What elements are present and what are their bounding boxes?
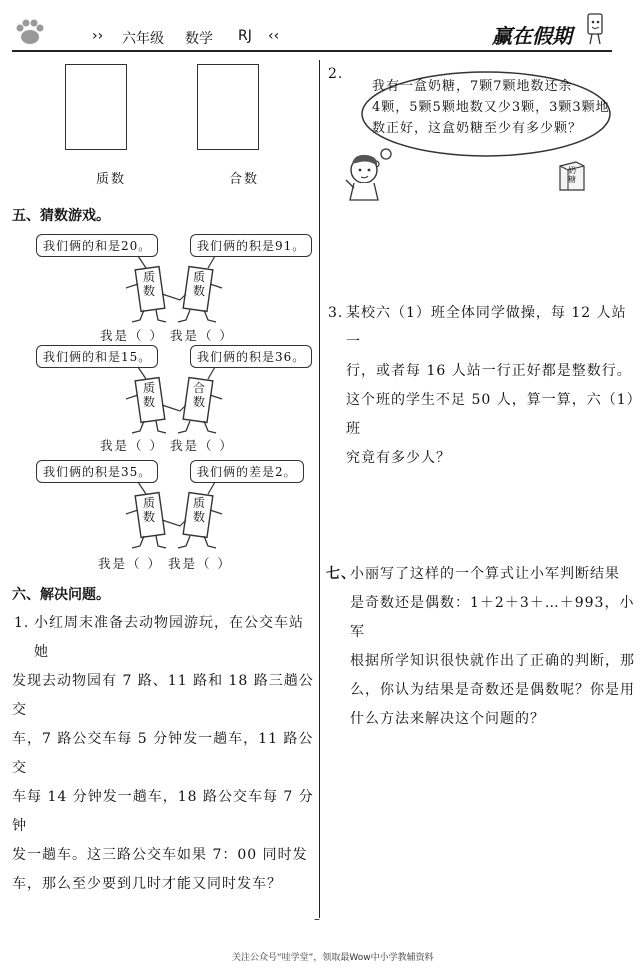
- header-edition: RJ: [238, 28, 252, 44]
- composite-box: [197, 64, 259, 150]
- game3-right-card: 质数: [192, 496, 205, 524]
- prime-box: [65, 64, 127, 150]
- header-subject: 数学: [185, 31, 213, 47]
- game1-left-card: 质数: [142, 270, 155, 298]
- q2-line: 4颗，5颗5颗地数又少3颗，3颗3颗地: [372, 100, 610, 115]
- game1-left-bubble: 我们俩的和是20。: [36, 234, 158, 257]
- game2-right-bubble: 我们俩的积是36。: [190, 345, 312, 368]
- q7-number: 七、: [326, 566, 356, 582]
- column-divider: [319, 60, 320, 918]
- q3-line: 某校六（1）班全体同学做操，每 12 人站一: [346, 305, 627, 350]
- prime-label: 质数: [96, 172, 127, 187]
- q1-text: [12, 609, 314, 899]
- game2-left-card: 质数: [142, 381, 155, 409]
- q1-line: 车，7 路公交车每 5 分钟发一趟车，11 路公交: [12, 731, 314, 776]
- q1-number: 1.: [14, 615, 30, 631]
- game1-right-card: 质数: [192, 270, 205, 298]
- q1-line: 发现去动物园有 7 路、11 路和 18 路三趟公交: [12, 673, 314, 718]
- game3-left-card: 质数: [142, 496, 155, 524]
- game2-answer[interactable]: 我是（ ） 我是（ ）: [100, 438, 234, 453]
- q3-text: [346, 299, 636, 473]
- q2-number: 2.: [328, 66, 344, 82]
- game2-cards-illustration: [120, 365, 240, 437]
- q1-line: 车，那么至少要到几时才能又同时发车？: [12, 876, 282, 892]
- candy-box-label: 奶糖: [568, 166, 576, 184]
- q1-line: 发一趟车。这三路公交车如果 7：00 同时发: [12, 847, 308, 863]
- game3-cards-illustration: [120, 480, 240, 552]
- q7-line: 是奇数还是偶数：1＋2＋3＋…＋993，小军: [350, 595, 635, 640]
- q7-text: [350, 560, 635, 734]
- game3-right-bubble: 我们俩的差是2。: [190, 460, 304, 483]
- q7-line: 什么方法来解决这个问题的？: [350, 711, 545, 727]
- brand-title: 赢在假期: [492, 24, 572, 48]
- brand-mascot-icon: [582, 10, 608, 48]
- q2-text: [372, 76, 610, 139]
- q1-line: 小红周末准备去动物园游玩，在公交车站她: [34, 615, 304, 660]
- q3-line: 这个班的学生不足 50 人，算一算，六（1）班: [346, 392, 635, 437]
- header-arrows-left: ››: [92, 28, 104, 44]
- q3-line: 行，或者每 16 人站一行正好都是整数行。: [346, 363, 632, 379]
- game3-answer[interactable]: 我是（ ） 我是（ ）: [98, 556, 232, 571]
- q7-line: 小丽写了这样的一个算式让小军判断结果: [350, 566, 620, 582]
- q2-line: 数正好，这盒奶糖至少有多少颗？: [372, 121, 583, 136]
- game2-left-bubble: 我们俩的和是15。: [36, 345, 158, 368]
- game1-answer[interactable]: 我是（ ） 我是（ ）: [100, 328, 234, 343]
- page-mark: –: [314, 912, 320, 926]
- section6-title: 六、解决问题。: [12, 587, 110, 603]
- paw-logo-icon: [14, 18, 46, 46]
- q3-number: 3.: [328, 305, 344, 321]
- composite-label: 合数: [229, 172, 260, 187]
- header-rule: [12, 50, 612, 52]
- boy-thinking-icon: [340, 150, 390, 206]
- game3-left-bubble: 我们俩的积是35。: [36, 460, 158, 483]
- footer-text: 关注公众号“哇学堂”，领取最Wow中小学教辅资料: [232, 953, 434, 963]
- q7-line: 根据所学知识很快就作出了正确的判断，那: [350, 653, 635, 669]
- header-arrows-right: ‹‹: [268, 28, 280, 44]
- q1-line: 车每 14 分钟发一趟车，18 路公交车每 7 分钟: [12, 789, 314, 834]
- q2-line: 我有一盒奶糖，7颗7颗地数还余: [372, 79, 573, 94]
- game1-right-bubble: 我们俩的积是91。: [190, 234, 312, 257]
- game1-cards-illustration: [120, 254, 240, 326]
- game2-right-card: 合数: [192, 381, 205, 409]
- q7-line: 么，你认为结果是奇数还是偶数呢？你是用: [350, 682, 635, 698]
- q3-line: 究竟有多少人？: [346, 450, 451, 466]
- section5-title: 五、猜数游戏。: [12, 208, 110, 224]
- header-grade: 六年级: [122, 31, 164, 47]
